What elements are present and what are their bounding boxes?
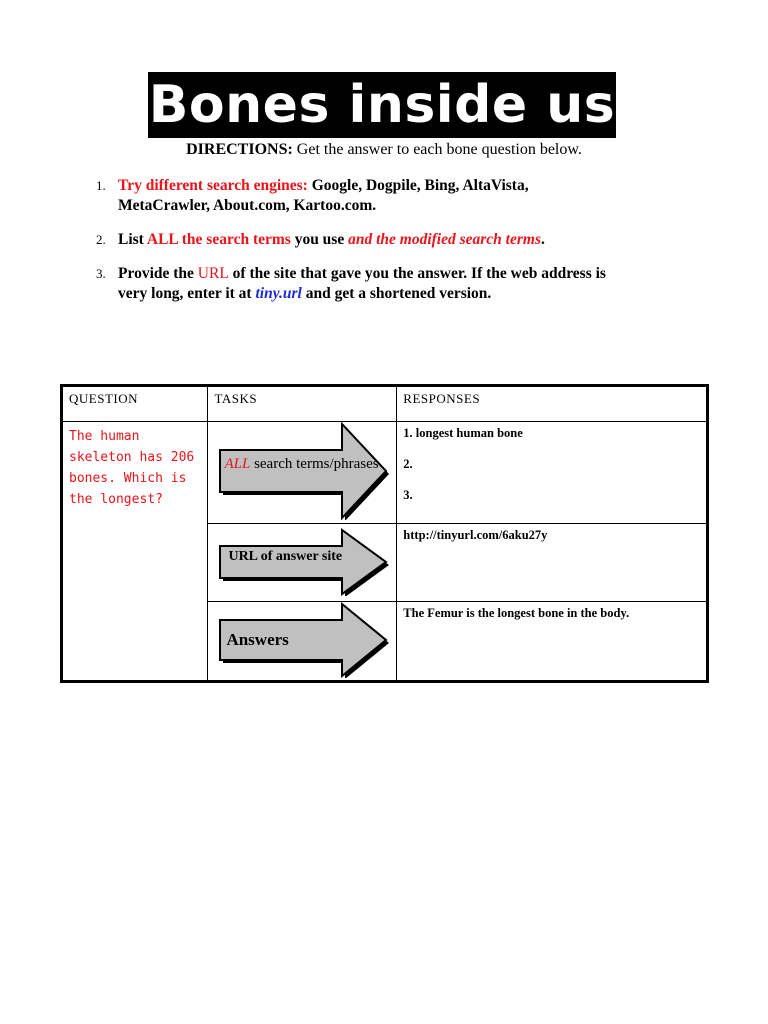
step-1: 1. Try different search engines: Google, Dogpile, Bing, AltaVista, MetaCrawler, About.com, Kartoo.com.: [96, 177, 529, 214]
steps-list: [96, 176, 696, 318]
header-question: QUESTION: [62, 386, 208, 422]
page-title: Bones inside us: [148, 72, 616, 138]
tinyurl-link[interactable]: tiny.url: [255, 285, 302, 302]
table-row: [62, 422, 708, 524]
table-header-row: [62, 386, 708, 422]
directions-label: DIRECTIONS:: [186, 141, 293, 158]
step-2-highlight-italic: and the modified search terms: [348, 231, 541, 248]
task-label-answers: Answers: [226, 630, 289, 649]
response-cell-answers: [397, 602, 708, 682]
step-2: 2. List ALL the search terms you use and the modified search terms.: [96, 231, 545, 248]
question-cell: The human skeleton has 206 bones. Which is the longest?: [62, 422, 208, 682]
task-table: [60, 384, 709, 683]
task-label-url: URL of answer site: [228, 549, 343, 564]
step-2-highlight: ALL the search terms: [146, 231, 291, 248]
response-item: 3.: [403, 488, 413, 502]
task-cell-search-terms: [208, 422, 397, 524]
step-3: 3. Provide the URL of the site that gave you the answer. If the web address is very long, enter it at tiny.url and get a shortened version.: [96, 265, 606, 302]
task-cell-answers: [208, 602, 397, 682]
task-label-search-terms: ALL search terms/phrases: [224, 456, 379, 472]
step-3-highlight: URL: [197, 265, 229, 282]
task-cell-url: [208, 524, 397, 602]
directions-text: Get the answer to each bone question below.: [296, 141, 582, 158]
response-cell-url: [397, 524, 708, 602]
response-answer: The Femur is the longest bone in the body.: [403, 606, 630, 620]
response-item: 1. longest human bone: [403, 426, 523, 440]
response-cell-search-terms: [397, 422, 708, 524]
header-tasks: TASKS: [208, 386, 397, 422]
directions: [0, 141, 768, 159]
step-1-highlight: Try different search engines:: [118, 177, 308, 194]
response-item: 2.: [403, 457, 413, 471]
header-responses: RESPONSES: [397, 386, 708, 422]
response-url[interactable]: http://tinyurl.com/6aku27y: [403, 528, 548, 542]
